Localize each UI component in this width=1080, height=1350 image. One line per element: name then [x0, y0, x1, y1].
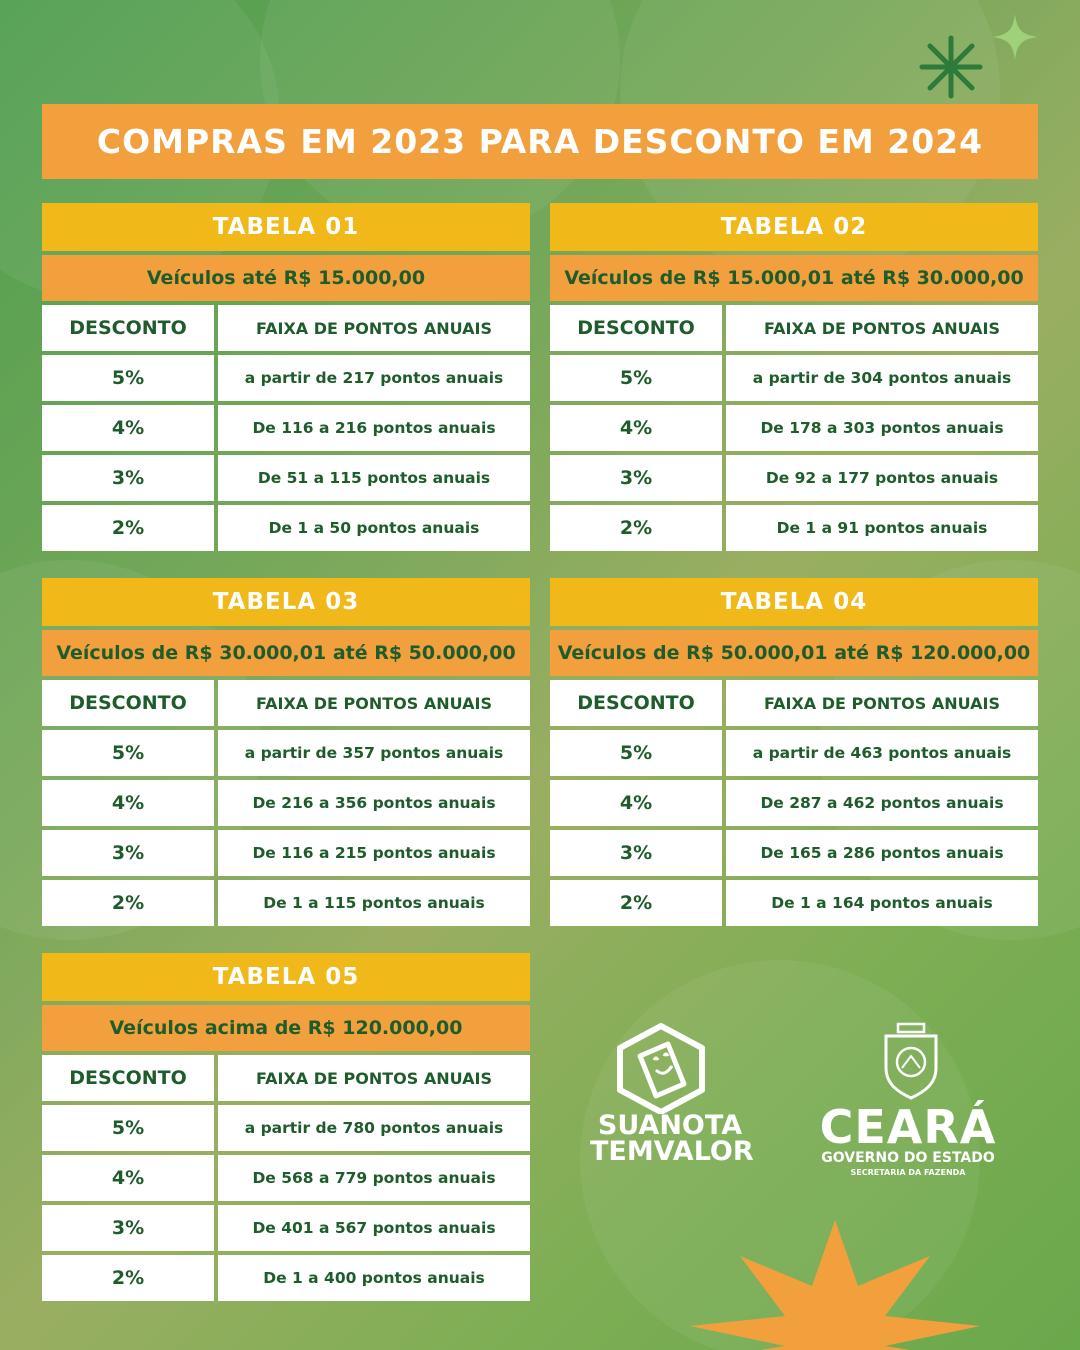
column-header-range: FAIXA DE PONTOS ANUAIS: [218, 1055, 530, 1101]
discount-table-04: [550, 578, 1038, 926]
table-row: [550, 505, 1038, 551]
column-header-discount: DESCONTO: [42, 680, 214, 726]
range-cell: De 401 a 567 pontos anuais: [218, 1205, 530, 1251]
column-header-discount: DESCONTO: [42, 1055, 214, 1101]
range-cell: De 1 a 91 pontos anuais: [726, 505, 1038, 551]
table-row: [42, 780, 530, 826]
discount-cell: 3%: [550, 830, 722, 876]
range-cell: a partir de 304 pontos anuais: [726, 355, 1038, 401]
sparkle-icon: [992, 14, 1038, 60]
range-cell: De 92 a 177 pontos anuais: [726, 455, 1038, 501]
suanota-logo-line2: TEMVALOR: [590, 1136, 754, 1167]
table-row: [42, 405, 530, 451]
table-row: [550, 780, 1038, 826]
starburst-icon: [680, 1216, 990, 1350]
column-header-range: FAIXA DE PONTOS ANUAIS: [218, 305, 530, 351]
table-header-row: [550, 680, 1038, 726]
table-header-row: [42, 305, 530, 351]
table-row: [550, 455, 1038, 501]
table-title: TABELA 01: [42, 203, 530, 251]
range-cell: De 568 a 779 pontos anuais: [218, 1155, 530, 1201]
table-subtitle: Veículos de R$ 15.000,01 até R$ 30.000,00: [550, 255, 1038, 301]
discount-cell: 2%: [42, 1255, 214, 1301]
table-header-row: [42, 680, 530, 726]
asterisk-icon: [918, 34, 984, 100]
discount-cell: 3%: [550, 455, 722, 501]
column-header-discount: DESCONTO: [42, 305, 214, 351]
discount-cell: 4%: [42, 780, 214, 826]
table-row: [42, 830, 530, 876]
discount-cell: 5%: [42, 355, 214, 401]
column-header-range: FAIXA DE PONTOS ANUAIS: [218, 680, 530, 726]
discount-cell: 5%: [42, 730, 214, 776]
table-row: [42, 355, 530, 401]
column-header-range: FAIXA DE PONTOS ANUAIS: [726, 680, 1038, 726]
table-title: TABELA 05: [42, 953, 530, 1001]
table-row: [550, 880, 1038, 926]
ceara-logo: CEARÁ: [819, 1100, 997, 1154]
column-header-discount: DESCONTO: [550, 305, 722, 351]
discount-cell: 3%: [42, 830, 214, 876]
discount-cell: 4%: [550, 405, 722, 451]
range-cell: De 116 a 216 pontos anuais: [218, 405, 530, 451]
table-row: [42, 730, 530, 776]
discount-cell: 4%: [42, 405, 214, 451]
table-row: [550, 830, 1038, 876]
discount-cell: 5%: [550, 730, 722, 776]
column-header-discount: DESCONTO: [550, 680, 722, 726]
table-row: [550, 730, 1038, 776]
discount-cell: 2%: [550, 880, 722, 926]
range-cell: De 1 a 50 pontos anuais: [218, 505, 530, 551]
range-cell: a partir de 780 pontos anuais: [218, 1105, 530, 1151]
table-title: TABELA 02: [550, 203, 1038, 251]
table-row: [42, 1105, 530, 1151]
discount-table-05: [42, 953, 530, 1301]
table-title: TABELA 04: [550, 578, 1038, 626]
discount-cell: 3%: [42, 1205, 214, 1251]
range-cell: De 287 a 462 pontos anuais: [726, 780, 1038, 826]
ceara-logo-secretaria: SECRETARIA DA FAZENDA: [850, 1168, 966, 1177]
range-cell: De 216 a 356 pontos anuais: [218, 780, 530, 826]
table-row: [42, 1255, 530, 1301]
page-title: COMPRAS EM 2023 PARA DESCONTO EM 2024: [42, 104, 1038, 179]
ceara-logo-subtitle: GOVERNO DO ESTADO: [821, 1150, 995, 1166]
range-cell: De 116 a 215 pontos anuais: [218, 830, 530, 876]
range-cell: De 165 a 286 pontos anuais: [726, 830, 1038, 876]
table-header-row: [550, 305, 1038, 351]
suanota-logo-line1: SUANOTA: [597, 1110, 743, 1141]
discount-cell: 2%: [42, 880, 214, 926]
discount-cell: 5%: [550, 355, 722, 401]
column-header-range: FAIXA DE PONTOS ANUAIS: [726, 305, 1038, 351]
table-subtitle: Veículos até R$ 15.000,00: [42, 255, 530, 301]
table-subtitle: Veículos de R$ 50.000,01 até R$ 120.000,00: [550, 630, 1038, 676]
receipt-smile-icon: [614, 1022, 708, 1114]
table-row: [42, 1205, 530, 1251]
range-cell: a partir de 463 pontos anuais: [726, 730, 1038, 776]
discount-cell: 2%: [550, 505, 722, 551]
range-cell: De 1 a 115 pontos anuais: [218, 880, 530, 926]
discount-cell: 4%: [550, 780, 722, 826]
range-cell: De 51 a 115 pontos anuais: [218, 455, 530, 501]
discount-table-01: [42, 203, 530, 551]
range-cell: De 1 a 164 pontos anuais: [726, 880, 1038, 926]
table-row: [42, 1155, 530, 1201]
table-row: [42, 455, 530, 501]
table-header-row: [42, 1055, 530, 1101]
table-subtitle: Veículos de R$ 30.000,01 até R$ 50.000,00: [42, 630, 530, 676]
table-row: [42, 880, 530, 926]
table-row: [550, 405, 1038, 451]
discount-cell: 4%: [42, 1155, 214, 1201]
table-subtitle: Veículos acima de R$ 120.000,00: [42, 1005, 530, 1051]
range-cell: De 1 a 400 pontos anuais: [218, 1255, 530, 1301]
discount-table-03: [42, 578, 530, 926]
range-cell: a partir de 357 pontos anuais: [218, 730, 530, 776]
range-cell: De 178 a 303 pontos anuais: [726, 405, 1038, 451]
discount-table-02: [550, 203, 1038, 551]
state-seal-icon: [878, 1020, 944, 1100]
discount-cell: 2%: [42, 505, 214, 551]
table-title: TABELA 03: [42, 578, 530, 626]
table-row: [550, 355, 1038, 401]
discount-cell: 5%: [42, 1105, 214, 1151]
table-row: [42, 505, 530, 551]
discount-cell: 3%: [42, 455, 214, 501]
range-cell: a partir de 217 pontos anuais: [218, 355, 530, 401]
